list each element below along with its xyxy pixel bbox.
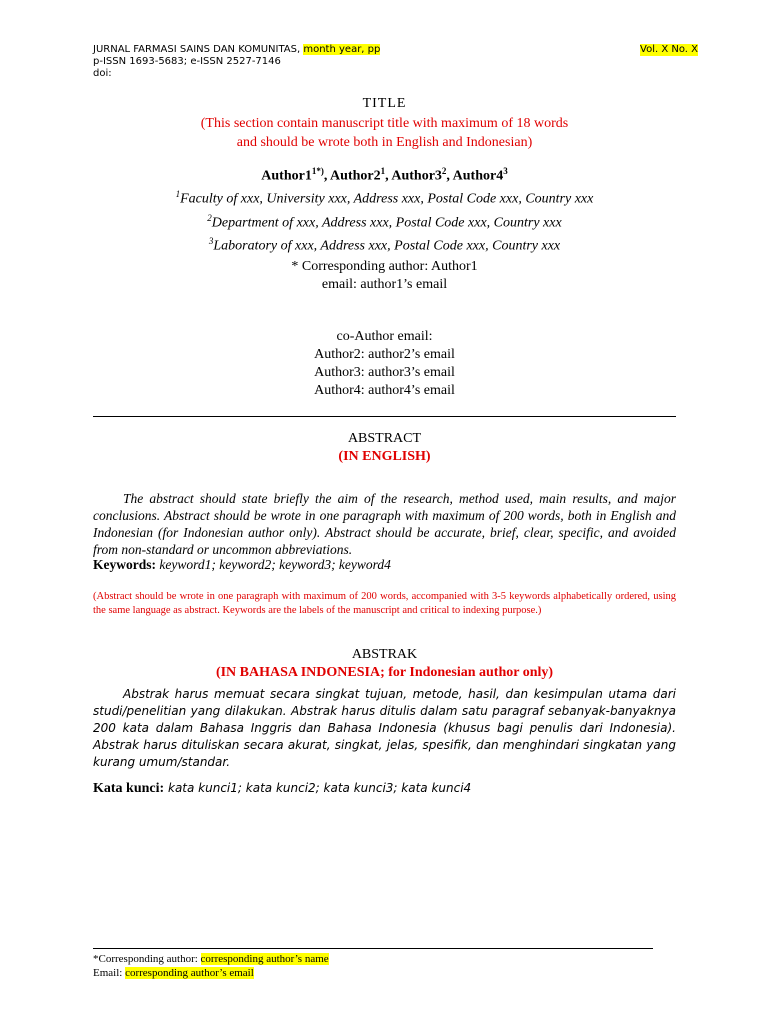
abstrak-heading-block xyxy=(93,646,676,682)
abstract-heading: ABSTRACT xyxy=(347,431,422,446)
author-1-sup: 1*) xyxy=(311,166,324,176)
footnote-email-line xyxy=(93,966,329,980)
keywords-line xyxy=(93,557,676,573)
keywords-values: keyword1; keyword2; keyword3; keyword4 xyxy=(156,557,391,572)
author-2-sup: 1 xyxy=(380,166,386,176)
author-1: Author1 xyxy=(261,168,312,184)
affiliation-3 xyxy=(93,232,676,256)
footnote-divider xyxy=(93,948,653,949)
affiliation-3-text: Laboratory of xxx, Address xxx, Postal Code xxx, Country xxx xyxy=(213,238,561,254)
affiliation-2-text: Department of xxx, Address xxx, Postal Code xxx, Country xxx xyxy=(211,215,562,231)
abstrak-body: Abstrak harus memuat secara singkat tujuan, metode, hasil, dan kesimpulan utama dari studi/penelitian yang dilakukan. Abstrak harus ditulis dalam satu paragraf sebanyak-banyaknya 200 kata dalam Bahasa Inggris dan Bahasa Indonesia (khusus bagi penulis dari Indonesia). Abstrak harus dituliskan secara akurat, singkat, jelas, spesifik, dan menghindari singkatan yang kurang umum/standar. xyxy=(93,687,676,769)
author-4: , Author4 xyxy=(446,168,504,184)
footnote xyxy=(93,952,329,980)
coauthor-email-4: Author4: author4’s email xyxy=(314,383,455,398)
paper-title: TITLE xyxy=(362,96,407,111)
affiliation-1 xyxy=(93,185,676,209)
abstract-heading-block xyxy=(93,430,676,466)
author-list xyxy=(93,166,676,185)
coauthor-emails xyxy=(93,328,676,400)
footnote-email-value: corresponding author’s email xyxy=(125,967,254,979)
affiliation-3-sup: 3 xyxy=(208,236,214,247)
corresponding-line: * Corresponding author: Author1 xyxy=(291,259,478,274)
issue-info: month year, pp xyxy=(303,44,381,55)
kata-kunci-label: Kata kunci: xyxy=(93,781,165,796)
affiliation-1-sup: 1 xyxy=(175,189,181,199)
affiliation-2 xyxy=(93,209,676,233)
coauthor-label: co-Author email: xyxy=(336,329,433,344)
journal-name: JURNAL FARMASI SAINS DAN KOMUNITAS, xyxy=(93,44,301,55)
footnote-corr-line xyxy=(93,952,329,966)
kata-kunci-line xyxy=(93,781,676,797)
footnote-corr-value: corresponding author’s name xyxy=(200,953,329,965)
title-note-line-1: (This section contain manuscript title with maximum of 18 words xyxy=(200,116,569,131)
title-note-line-2: and should be wrote both in English and Indonesian) xyxy=(236,135,533,150)
abstrak-heading: ABSTRAK xyxy=(351,647,418,662)
corresponding-author xyxy=(93,258,676,294)
author-3: , Author3 xyxy=(385,168,442,184)
journal-header xyxy=(93,44,698,80)
corresponding-email: email: author1’s email xyxy=(321,277,448,292)
section-divider xyxy=(93,416,676,417)
footnote-email-label: Email: xyxy=(93,967,126,979)
abstrak-subheading: (IN BAHASA INDONESIA; for Indonesian author only) xyxy=(215,665,554,680)
issn-line: p-ISSN 1693-5683; e-ISSN 2527-7146 xyxy=(93,56,281,67)
author-2: , Author2 xyxy=(323,168,381,184)
coauthor-email-2: Author2: author2’s email xyxy=(314,347,455,362)
journal-line xyxy=(93,44,698,56)
volume-info: Vol. X No. X xyxy=(640,44,698,55)
abstract-note: (Abstract should be wrote in one paragraph with maximum of 200 words, accompanied with 3-5 keywords alphabetically ordered, using the same language as abstract. Keywords are the labels of the manuscript and critical to indexing purpose.) xyxy=(93,591,676,616)
author-3-sup: 2 xyxy=(441,166,447,176)
footnote-corr-label: *Corresponding author: xyxy=(93,953,201,965)
author-4-sup: 3 xyxy=(503,166,508,176)
affiliation-2-sup: 2 xyxy=(207,212,212,223)
affiliation-1-text: Faculty of xxx, University xxx, Address xxx, Postal Code xxx, Country xxx xyxy=(180,191,594,207)
abstract-body: The abstract should state briefly the aim of the research, method used, main results, and major conclusions. Abstract should be wrote in one paragraph with maximum of 200 words, both in English and Indonesian (for Indonesian author only). Abstract should be accurate, brief, clear, specific, and avoided from non-standard or uncommon abbreviations. xyxy=(93,491,676,557)
abstract-subheading: (IN ENGLISH) xyxy=(338,449,431,464)
coauthor-email-3: Author3: author3’s email xyxy=(314,365,455,380)
keywords-label: Keywords: xyxy=(93,557,156,572)
affiliations xyxy=(93,185,676,256)
kata-kunci-values: kata kunci1; kata kunci2; kata kunci3; kata kunci4 xyxy=(164,781,472,795)
doi-line: doi: xyxy=(93,68,112,79)
title-note xyxy=(93,114,676,152)
